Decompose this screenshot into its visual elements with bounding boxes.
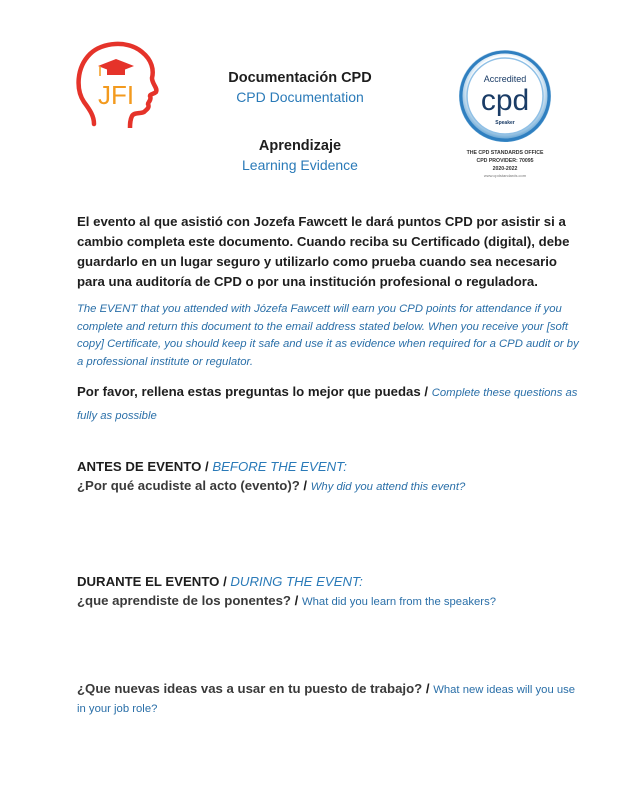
section-heading-en: DURING THE EVENT: bbox=[230, 574, 363, 589]
cpd-accreditation-badge bbox=[450, 48, 560, 186]
separator: / bbox=[290, 593, 302, 608]
question-es: ¿Que nuevas ideas vas a usar en tu puesto de trabajo? bbox=[77, 681, 423, 696]
intro-paragraph-en: The EVENT that you attended with Józefa Fawcett will earn you CPD points for attendance if you complete and return this document to the email address stated below. When you receive your [soft copy] Certificate, you should keep it safe and use it as evidence when required for a CPD audit or by a professional institute or regulator. bbox=[77, 303, 579, 368]
subtitle-block bbox=[180, 138, 420, 173]
section-before-event bbox=[77, 457, 465, 497]
instructions bbox=[77, 381, 587, 427]
separator: / bbox=[201, 459, 213, 474]
jfi-logo bbox=[72, 38, 162, 128]
section-during-event bbox=[77, 572, 496, 612]
logo-text: JFI bbox=[97, 80, 135, 110]
section-new-ideas bbox=[77, 680, 587, 718]
badge-provider-text: CPD PROVIDER: 70095 bbox=[476, 158, 534, 164]
section-heading-es: ANTES DE EVENTO bbox=[77, 459, 202, 474]
badge-speaker-text: Speaker bbox=[495, 120, 515, 126]
instructions-en: Complete these questions as fully as possible bbox=[77, 387, 578, 422]
separator: / bbox=[422, 681, 434, 696]
badge-office-text: THE CPD STANDARDS OFFICE bbox=[466, 150, 544, 156]
badge-years-text: 2020-2022 bbox=[492, 166, 518, 172]
badge-accredited-text: Accredited bbox=[483, 74, 527, 84]
doc-title-es: Documentación CPD bbox=[228, 70, 372, 86]
head-profile-icon bbox=[72, 38, 162, 128]
section-heading-en: BEFORE THE EVENT: bbox=[212, 459, 347, 474]
separator: / bbox=[219, 574, 231, 589]
cpd-seal-icon bbox=[450, 48, 560, 186]
section-heading-es: DURANTE EL EVENTO bbox=[77, 574, 220, 589]
question-en: What new ideas will you use in your job role? bbox=[77, 684, 576, 715]
badge-cpd-text: cpd bbox=[480, 84, 530, 117]
separator: / bbox=[420, 384, 432, 399]
doc-subtitle-es: Aprendizaje bbox=[258, 138, 342, 154]
separator: / bbox=[299, 478, 311, 493]
question-en: What did you learn from the speakers? bbox=[301, 596, 496, 608]
doc-subtitle-en: Learning Evidence bbox=[242, 157, 358, 173]
question-en: Why did you attend this event? bbox=[310, 481, 466, 493]
doc-title-en: CPD Documentation bbox=[236, 89, 364, 105]
intro-paragraph-es: El evento al que asistió con Jozefa Fawcett le dará puntos CPD por asistir si a cambio completa este documento. Cuando reciba su Certificado (digital), debe guardarlo en un lugar seguro y utilizarlo como prueba cuando sea necesario para una auditoría de CPD o por una institución profesional o reguladora. bbox=[77, 214, 570, 289]
instructions-es: Por favor, rellena estas preguntas lo mejor que puedas bbox=[77, 384, 421, 399]
question-es: ¿Por qué acudiste al acto (evento)? bbox=[77, 478, 300, 493]
question-es: ¿que aprendiste de los ponentes? bbox=[77, 593, 291, 608]
title-block bbox=[180, 70, 420, 105]
badge-website-text: www.cpdstandards.com bbox=[483, 173, 527, 178]
